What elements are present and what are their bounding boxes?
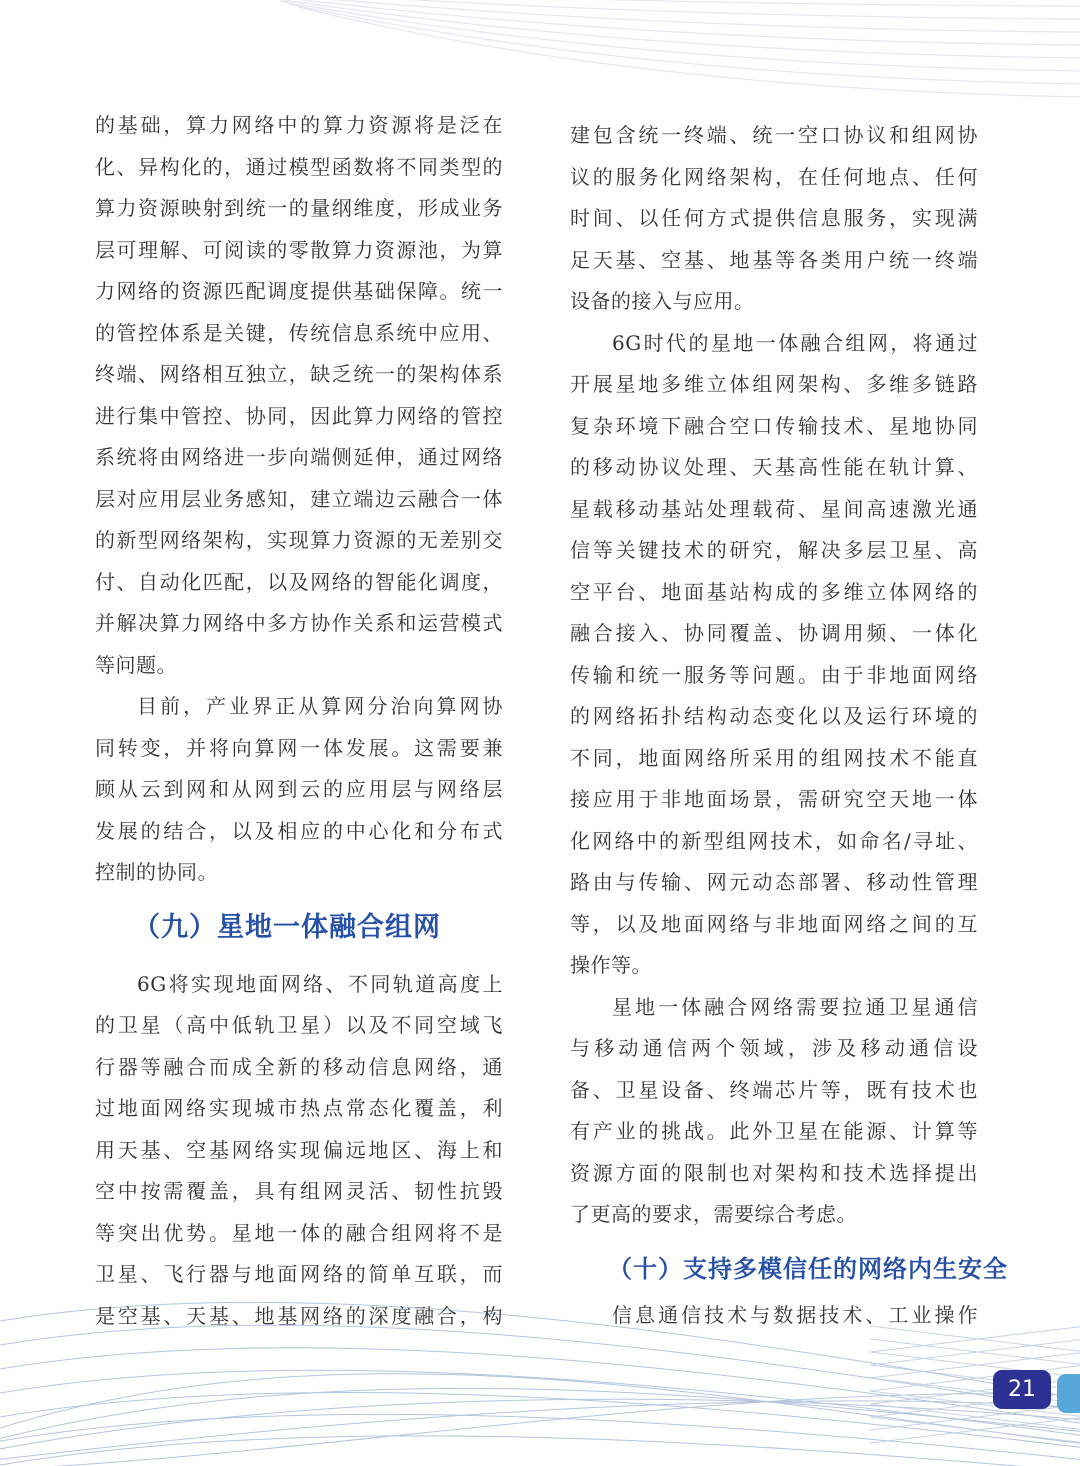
- text-line: 融合接入、协同覆盖、协调用频、一体化: [570, 621, 978, 645]
- text-line: 资源方面的限制也对架构和技术选择提出: [570, 1160, 978, 1185]
- text-line: 路由与传输、网元动态部署、移动性管理: [570, 870, 978, 894]
- text-line: 传输和统一服务等问题。由于非地面网络: [570, 662, 978, 687]
- text-line: 议的服务化网络架构，在任何地点、任何: [570, 164, 978, 189]
- text-line: 空中按需覆盖，具有组网灵活、韧性抗毁: [95, 1179, 503, 1203]
- text-line: 星载移动基站处理载荷、星间高速激光通: [570, 496, 978, 521]
- text-line: 接应用于非地面场景，需研究空天地一体: [570, 787, 978, 811]
- text-line: 等突出优势。星地一体的融合组网将不是: [95, 1220, 503, 1245]
- text-line: 时间、以任何方式提供信息服务，实现满: [570, 206, 978, 230]
- text-line: 星地一体融合网络需要拉通卫星通信: [612, 994, 978, 1019]
- page-badge-accent: [1057, 1374, 1080, 1413]
- paragraph: [570, 987, 978, 1236]
- text-line: 等，以及地面网络与非地面网络之间的互: [570, 911, 978, 936]
- paragraph: [95, 686, 503, 894]
- text-line: 层可理解、可阅读的零散算力资源池，为算: [95, 237, 503, 262]
- paragraph: [570, 323, 978, 987]
- text-line: 用天基、空基网络实现偏远地区、海上和: [95, 1137, 503, 1162]
- text-line: 行器等融合而成全新的移动信息网络，通: [95, 1054, 503, 1079]
- text-line: 力网络的资源匹配调度提供基础保障。统一: [95, 279, 503, 303]
- text-line: 与移动通信两个领域，涉及移动通信设: [570, 1036, 978, 1060]
- text-line: 的管控体系是关键，传统信息系统中应用、: [95, 320, 503, 345]
- text-line: 操作等。: [570, 953, 652, 977]
- text-line: 同转变，并将向算网一体发展。这需要兼: [95, 735, 503, 760]
- text-line: 空平台、地面基站构成的多维立体网络的: [570, 579, 978, 604]
- text-line: 层对应用层业务感知，建立端边云融合一体: [95, 486, 503, 511]
- text-line: 发展的结合，以及相应的中心化和分布式: [95, 818, 503, 843]
- paragraph: [95, 105, 503, 686]
- right-text-column: [570, 115, 1008, 1336]
- text-line: 过地面网络实现城市热点常态化覆盖，利: [95, 1096, 503, 1120]
- text-line: 足天基、空基、地基等各类用户统一终端: [570, 247, 978, 272]
- text-line: 算力资源映射到统一的量纲维度，形成业务: [95, 196, 503, 220]
- text-line: 信息通信技术与数据技术、工业操作: [612, 1302, 978, 1327]
- text-line: 的网络拓扑结构动态变化以及运行环境的: [570, 704, 978, 728]
- paragraph: [95, 964, 503, 1338]
- text-line: 并解决算力网络中多方协作关系和运营模式: [95, 611, 503, 635]
- text-line: 信等关键技术的研究，解决多层卫星、高: [570, 538, 978, 562]
- text-line: 设备的接入与应用。: [570, 289, 755, 313]
- text-line: 等问题。: [95, 652, 177, 677]
- text-line: 是空基、天基、地基网络的深度融合，构: [95, 1303, 503, 1328]
- text-line: 复杂环境下融合空口传输技术、星地协同: [570, 413, 978, 438]
- text-line: 的新型网络架构，实现算力资源的无差别交: [95, 528, 503, 552]
- text-line: 系统将由网络进一步向端侧延伸，通过网络: [95, 445, 503, 469]
- section-heading-ten: （十）支持多模信任的网络内生安全: [608, 1254, 1008, 1283]
- text-line: 6G将实现地面网络、不同轨道高度上: [137, 971, 503, 996]
- text-line: 的基础，算力网络中的算力资源将是泛在: [95, 113, 503, 137]
- text-line: 控制的协同。: [95, 860, 218, 884]
- text-line: 有产业的挑战。此外卫星在能源、计算等: [570, 1119, 978, 1143]
- paragraph: [570, 1295, 978, 1337]
- text-line: 付、自动化匹配，以及网络的智能化调度，: [95, 569, 503, 594]
- text-line: 顾从云到网和从网到云的应用层与网络层: [95, 777, 503, 801]
- top-wave-decoration: [235, 0, 1080, 97]
- text-line: 备、卫星设备、终端芯片等，既有技术也: [570, 1077, 978, 1102]
- text-line: 了更高的要求，需要综合考虑。: [570, 1202, 857, 1226]
- paragraph: [570, 115, 978, 323]
- text-line: 6G时代的星地一体融合组网，将通过: [612, 330, 978, 355]
- text-line: 的卫星（高中低轨卫星）以及不同空域飞: [95, 1013, 503, 1037]
- text-line: 卫星、飞行器与地面网络的简单互联，而: [95, 1262, 503, 1286]
- text-line: 不同，地面网络所采用的组网技术不能直: [570, 745, 978, 770]
- text-line: 的移动协议处理、天基高性能在轨计算、: [570, 455, 978, 479]
- text-line: 终端、网络相互独立，缺乏统一的架构体系: [95, 362, 503, 386]
- page-number-badge: [993, 1370, 1051, 1409]
- text-line: 开展星地多维立体组网架构、多维多链路: [570, 372, 978, 396]
- left-text-column: [95, 105, 503, 1337]
- page-number: 21: [1008, 1377, 1036, 1402]
- text-line: 化、异构化的，通过模型函数将不同类型的: [95, 154, 503, 179]
- text-line: 目前，产业界正从算网分治向算网协: [137, 694, 503, 718]
- text-line: 化网络中的新型组网技术，如命名/寻址、: [570, 828, 978, 853]
- text-line: 建包含统一终端、统一空口协议和组网协: [570, 123, 978, 147]
- section-heading-nine: （九）星地一体融合组网: [133, 911, 441, 943]
- text-line: 进行集中管控、协同，因此算力网络的管控: [95, 403, 503, 428]
